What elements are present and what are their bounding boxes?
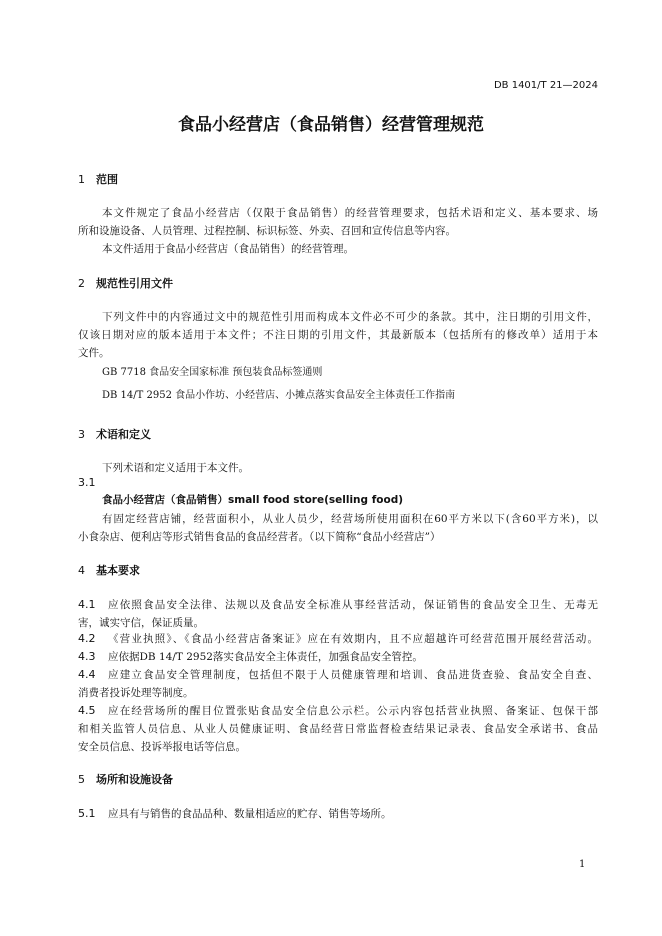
paragraph-line: 本文件规定了食品小经营店（仅限于食品销售）的经营管理要求，包括术语和定义、基本要求、场 (102, 207, 598, 219)
paragraph-line: 下列文件中的内容通过文中的规范性引用而构成本文件必不可少的条款。其中，注日期的引用文件， (102, 311, 598, 323)
section-3-heading (78, 426, 151, 442)
reference-item: GB 7718 食品安全国家标准 预包装食品标签通则 (102, 367, 323, 378)
paragraph-line: 应在经营场所的醒目位置张贴食品安全信息公示栏。公示内容包括营业执照、备案证、包保干部 (108, 705, 598, 717)
reference-item: DB 14/T 2952 食品小作坊、小经营店、小摊点落实食品安全主体责任工作指南 (102, 390, 456, 401)
section-5-heading (78, 771, 173, 787)
paragraph-line: 所和设施设备、人员管理、过程控制、标识标签、外卖、召回和宣传信息等内容。 (78, 225, 456, 237)
paragraph-line: 小食杂店、便利店等形式销售食品的食品经营者。（以下简称“食品小经营店”） (78, 531, 441, 543)
section-title: 规范性引用文件 (96, 277, 173, 290)
section-number: 5 (78, 773, 85, 786)
paragraph-line: 害，诚实守信，保证质量。 (78, 617, 204, 629)
clause-number: 4.3 (78, 650, 96, 663)
clause-number: 4.2 (78, 632, 96, 645)
paragraph-line: 有固定经营店铺，经营面积小，从业人员少，经营场所使用面积在60平方米以下(含60平方米)，以 (102, 513, 598, 525)
section-number: 3 (78, 428, 85, 441)
section-2-heading (78, 275, 173, 291)
paragraph-line: 应建立食品安全管理制度，包括但不限于人员健康管理和培训、食品进货查验、食品安全自查、 (108, 669, 598, 681)
paragraph-line: 文件。 (78, 347, 110, 359)
paragraph-line: 应具有与销售的食品品种、数量相适应的贮存、销售等场所。 (108, 808, 392, 820)
clause-number: 4.1 (78, 598, 96, 611)
clause-number: 4.4 (78, 668, 96, 681)
term-entry: 食品小经营店（食品销售）small food store(selling food) (102, 494, 404, 506)
paragraph-line: 安全员信息、投诉举报电话等信息。 (78, 741, 246, 753)
clause-number: 5.1 (78, 807, 96, 820)
section-number: 2 (78, 277, 85, 290)
section-title: 基本要求 (96, 564, 140, 577)
page-title: 食品小经营店（食品销售）经营管理规范 (178, 115, 484, 135)
section-title: 范围 (96, 173, 118, 186)
paragraph-line: 下列术语和定义适用于本文件。 (102, 462, 249, 474)
paragraph-line: 本文件适用于食品小经营店（食品销售）的经营管理。 (102, 243, 354, 255)
document-code: DB 1401/T 21—2024 (493, 80, 598, 91)
paragraph-line: 应依照食品安全法律、法规以及食品安全标准从事经营活动，保证销售的食品安全卫生、无毒无 (108, 599, 598, 611)
section-number: 1 (78, 173, 85, 186)
paragraph-line: 应依据DB 14/T 2952落实食品安全主体责任，加强食品安全管控。 (108, 651, 423, 663)
section-number: 4 (78, 564, 85, 577)
section-4-heading (78, 562, 140, 578)
clause-number: 4.5 (78, 704, 96, 717)
paragraph-line: 《营业执照》、《食品小经营店备案证》应在有效期内，且不应超越许可经营范围开展经营活动。 (108, 633, 598, 645)
paragraph-line: 消费者投诉处理等制度。 (78, 687, 194, 699)
section-title: 场所和设施设备 (96, 773, 173, 786)
clause-number: 3.1 (78, 476, 96, 489)
page-number: 1 (579, 859, 586, 870)
paragraph-line: 仅该日期对应的版本适用于本文件；不注日期的引用文件，其最新版本（包括所有的修改单）适用于本 (78, 329, 598, 341)
section-1-heading (78, 171, 118, 187)
section-title: 术语和定义 (96, 428, 151, 441)
paragraph-line: 和相关监管人员信息、从业人员健康证明、食品经营日常监督检查结果记录表、食品安全承诺书、食品 (78, 723, 598, 735)
